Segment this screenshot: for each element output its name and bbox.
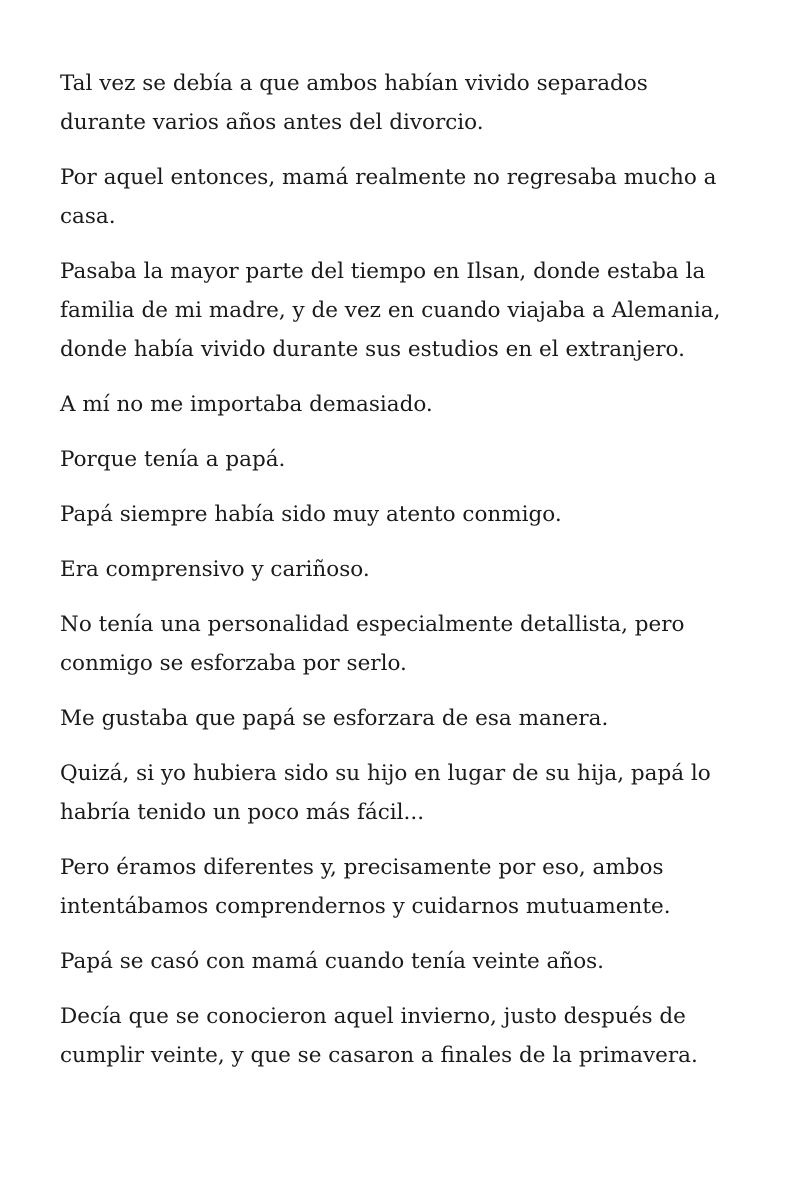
text-line: Quizá, si yo hubiera sido su hijo en lugar de su hija, papá lo (60, 761, 711, 786)
text-line: Porque tenía a papá. (60, 447, 286, 472)
paragraph (60, 440, 750, 479)
paragraph (60, 495, 750, 534)
text-line: Pasaba la mayor parte del tiempo en Ilsan, donde estaba la (60, 259, 706, 284)
text-line: donde había vivido durante sus estudios en el extranjero. (60, 337, 685, 362)
text-line: intentábamos comprendernos y cuidarnos mutuamente. (60, 894, 671, 919)
text-line: Era comprensivo y cariñoso. (60, 557, 370, 582)
paragraph (60, 252, 750, 369)
paragraph (60, 64, 750, 142)
paragraph (60, 605, 750, 683)
document-page (60, 64, 750, 1091)
text-line: casa. (60, 204, 116, 229)
text-line: A mí no me importaba demasiado. (60, 392, 433, 417)
paragraph (60, 385, 750, 424)
paragraph (60, 942, 750, 981)
text-line: Papá siempre había sido muy atento conmigo. (60, 502, 562, 527)
text-line: cumplir veinte, y que se casaron a finales de la primavera. (60, 1043, 698, 1068)
text-line: Tal vez se debía a que ambos habían vivido separados (60, 71, 648, 96)
text-line: Pero éramos diferentes y, precisamente por eso, ambos (60, 855, 664, 880)
text-line: Papá se casó con mamá cuando tenía veinte años. (60, 949, 605, 974)
text-line: conmigo se esforzaba por serlo. (60, 651, 407, 676)
text-line: Decía que se conocieron aquel invierno, justo después de (60, 1004, 686, 1029)
text-line: No tenía una personalidad especialmente detallista, pero (60, 612, 685, 637)
text-line: habría tenido un poco más fácil... (60, 800, 425, 825)
paragraph (60, 997, 750, 1075)
paragraph (60, 848, 750, 926)
paragraph (60, 550, 750, 589)
text-line: Por aquel entonces, mamá realmente no regresaba mucho a (60, 165, 717, 190)
paragraph (60, 754, 750, 832)
text-line: familia de mi madre, y de vez en cuando viajaba a Alemania, (60, 298, 721, 323)
paragraph (60, 158, 750, 236)
text-line: durante varios años antes del divorcio. (60, 110, 484, 135)
text-line: Me gustaba que papá se esforzara de esa manera. (60, 706, 609, 731)
paragraph (60, 699, 750, 738)
